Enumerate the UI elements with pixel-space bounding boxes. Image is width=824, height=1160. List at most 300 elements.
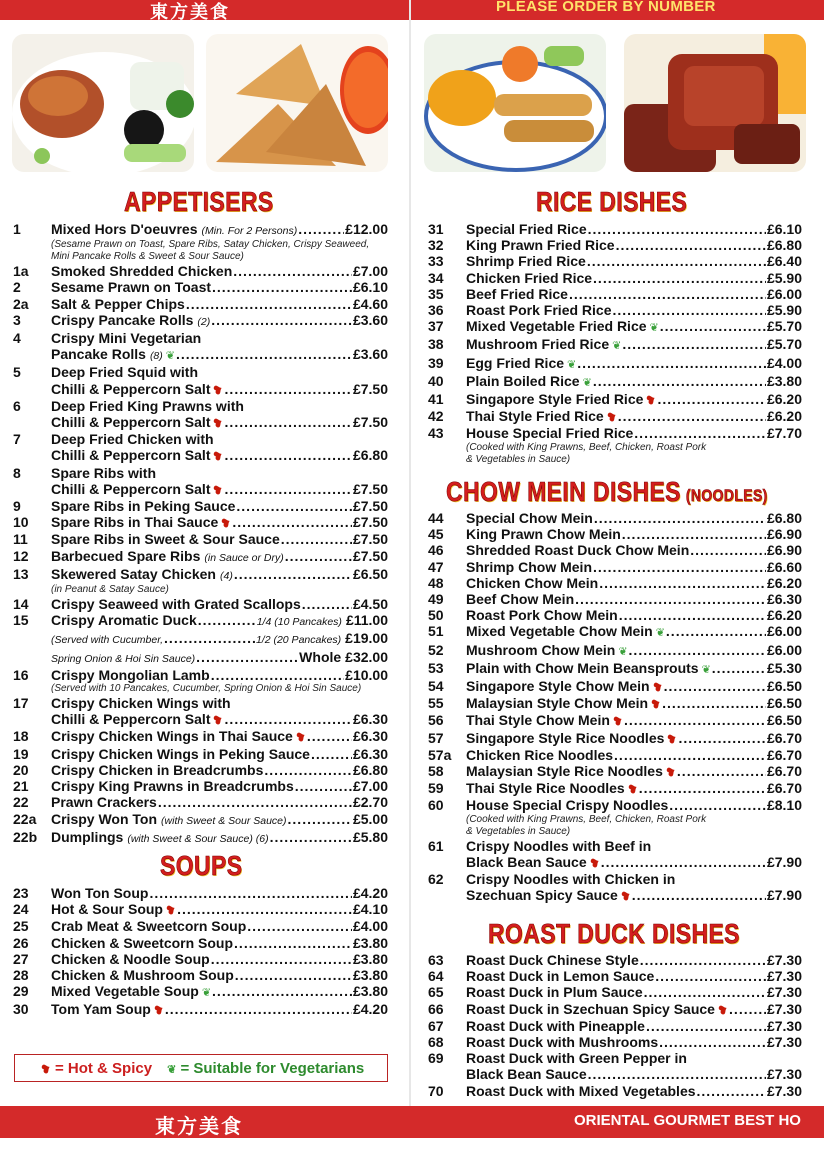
item-line	[466, 391, 802, 408]
item-body	[466, 968, 802, 984]
item-line	[466, 542, 802, 558]
item-price: £7.30	[766, 968, 802, 985]
item-line	[51, 983, 388, 1001]
item-number: 48	[428, 574, 444, 591]
item-number: 43	[428, 425, 444, 442]
item-price: £7.30	[766, 1034, 802, 1051]
item-detail: (Min. For 2 Persons)	[201, 225, 298, 237]
dot-leader	[593, 270, 766, 286]
item-number: 61	[428, 837, 444, 854]
item-body	[51, 794, 388, 810]
item-number: 27	[13, 950, 29, 967]
chili-icon: ❥	[663, 763, 679, 781]
item-line	[51, 330, 388, 346]
dot-leader	[225, 447, 352, 463]
item-price: £4.20	[352, 1001, 388, 1018]
item-line	[51, 794, 388, 810]
item-number: 7	[13, 431, 21, 448]
item-number: 46	[428, 542, 444, 559]
item-line	[466, 968, 802, 984]
item-name: Won Ton Soup	[51, 885, 149, 901]
item-line	[51, 711, 388, 728]
menu-item	[13, 1001, 388, 1018]
dot-leader	[588, 1066, 766, 1082]
spare-ribs-photo	[624, 34, 806, 172]
chili-icon: ❥	[210, 711, 226, 729]
item-name: Plain with Chow Mein Beansprouts	[466, 659, 699, 676]
dot-leader	[158, 794, 352, 810]
chow-mein-title: CHOW MEIN DISHES	[446, 476, 681, 507]
item-price: £3.60	[352, 346, 388, 363]
chow-mein-subtitle: (NOODLES)	[685, 486, 768, 505]
menu-item	[13, 935, 388, 951]
item-note: & Vegetables in Sauce)	[466, 453, 571, 465]
item-name: Hot & Sour Soup	[51, 901, 163, 918]
dot-leader	[165, 1001, 352, 1017]
item-line	[51, 612, 388, 630]
dot-leader	[225, 381, 352, 397]
chili-icon: ❥	[218, 514, 234, 532]
dot-leader	[664, 678, 766, 694]
item-number: 30	[13, 1001, 29, 1018]
menu-item	[428, 355, 802, 373]
item-body	[466, 336, 802, 354]
dot-leader	[311, 746, 352, 762]
item-name: Black Bean Sauce	[466, 1066, 587, 1083]
item-name: Chilli & Peppercorn Salt	[51, 380, 211, 397]
menu-item	[428, 1034, 802, 1050]
menu-item	[428, 373, 802, 391]
item-number: 6	[13, 397, 21, 414]
item-line	[466, 575, 802, 591]
item-body	[466, 730, 802, 747]
sesame-prawn-toast-photo	[206, 34, 388, 172]
item-line	[51, 566, 388, 584]
item-number: 50	[428, 607, 444, 624]
menu-item	[13, 498, 388, 514]
item-number: 37	[428, 318, 444, 335]
dot-leader	[613, 302, 766, 318]
item-number: 10	[13, 514, 29, 531]
chili-icon: ❥	[587, 854, 603, 872]
item-name: Chicken Chow Mein	[466, 574, 599, 591]
item-price: £7.30	[766, 952, 802, 968]
dot-leader	[678, 730, 766, 746]
menu-item	[13, 901, 388, 918]
item-line	[466, 763, 802, 780]
dot-leader	[632, 887, 766, 903]
item-detail: (4)	[219, 569, 233, 582]
item-number: 40	[428, 372, 444, 389]
item-price: £3.80	[766, 372, 802, 389]
menu-item	[13, 596, 388, 612]
item-body	[466, 1018, 802, 1034]
item-number: 60	[428, 797, 444, 814]
menu-item	[13, 263, 388, 279]
dot-leader	[614, 747, 766, 763]
leaf-icon: ❦	[612, 340, 622, 353]
menu-item	[428, 559, 802, 575]
menu-item	[13, 794, 388, 810]
item-body	[51, 885, 388, 901]
menu-item	[13, 967, 388, 983]
item-price: £10.00	[345, 666, 388, 683]
item-number: 35	[428, 285, 444, 302]
item-line	[466, 302, 802, 318]
item-name: Singapore Style Chow Mein	[466, 678, 650, 695]
dot-leader	[288, 811, 352, 827]
dot-leader	[712, 660, 766, 676]
item-number: 33	[428, 253, 444, 270]
item-body	[466, 642, 802, 660]
item-number: 22a	[13, 810, 37, 827]
leaf-icon: ❦	[582, 376, 592, 389]
item-name: Roast Duck Chinese Style	[466, 952, 639, 968]
item-number: 42	[428, 408, 444, 425]
item-number: 55	[428, 695, 444, 712]
dot-leader	[587, 253, 766, 269]
item-number: 38	[428, 336, 444, 353]
item-body	[51, 983, 388, 1001]
item-body	[466, 623, 802, 641]
item-price: £3.80	[352, 967, 388, 984]
leaf-icon: ❦	[649, 322, 659, 335]
item-line	[466, 1034, 802, 1050]
menu-item	[13, 918, 388, 934]
item-number: 65	[428, 984, 444, 1001]
dot-leader	[225, 414, 352, 430]
item-line	[466, 887, 802, 904]
item-name: Egg Fried Rice	[466, 354, 565, 371]
item-number: 70	[428, 1082, 444, 1099]
item-body	[466, 678, 802, 695]
item-number: 3	[13, 311, 21, 328]
item-name: Chilli & Peppercorn Salt	[51, 447, 211, 464]
item-price: £6.80	[766, 510, 802, 526]
item-price: £7.90	[766, 853, 802, 870]
item-name: Crispy Noodles with Chicken in	[466, 871, 676, 888]
item-line	[51, 1001, 388, 1018]
item-number: 58	[428, 763, 444, 780]
item-number: 36	[428, 302, 444, 319]
item-number: 28	[13, 967, 29, 984]
item-name: King Prawn Chow Mein	[466, 526, 621, 543]
item-price: £7.30	[766, 1082, 802, 1099]
item-name: Deep Fried Squid with	[51, 364, 199, 381]
item-price: £7.30	[766, 984, 802, 1001]
chili-icon: ❥	[210, 447, 226, 465]
menu-item	[13, 364, 388, 397]
item-number: 53	[428, 659, 444, 676]
item-body	[51, 221, 388, 263]
rice-dishes-list	[428, 221, 802, 466]
item-name: Roast Duck in Plum Sauce	[466, 984, 643, 1001]
item-name: Barbecued Spare Ribs	[51, 547, 201, 564]
item-body	[51, 967, 388, 983]
item-detail: Spring Onion & Hoi Sin Sauce)	[51, 652, 196, 665]
legend-hot-text: = Hot & Spicy	[54, 1059, 153, 1077]
item-note: & Vegetables in Sauce)	[466, 825, 571, 837]
item-name: Roast Duck with Mushrooms	[466, 1034, 659, 1051]
dot-leader	[662, 695, 766, 711]
dot-leader	[234, 935, 352, 951]
item-line	[466, 1018, 802, 1034]
item-detail: (8)	[149, 350, 163, 363]
item-name: Beef Chow Mein	[466, 591, 575, 608]
item-price: £5.70	[766, 318, 802, 335]
item-name: Singapore Style Fried Rice	[466, 391, 644, 408]
item-line	[51, 221, 388, 239]
item-number: 68	[428, 1034, 444, 1051]
menu-item	[428, 391, 802, 408]
item-body	[466, 425, 802, 465]
item-name: Special Chow Mein	[466, 510, 593, 526]
chili-icon: ❥	[643, 391, 659, 409]
item-body	[51, 829, 388, 847]
leaf-icon: ❦	[567, 358, 577, 371]
item-line	[51, 346, 388, 364]
top-banner	[0, 0, 824, 23]
item-price: £7.50	[352, 414, 388, 431]
item-number: 13	[13, 565, 29, 582]
item-number: 44	[428, 510, 444, 526]
item-body	[51, 667, 388, 695]
item-line	[51, 465, 388, 481]
dot-leader	[569, 286, 766, 302]
item-price: £6.10	[766, 221, 802, 237]
item-number: 67	[428, 1017, 444, 1034]
item-name: Crispy Seaweed with Grated Scallops	[51, 596, 301, 613]
item-price: £6.90	[766, 526, 802, 543]
item-name: Mixed Vegetable Fried Rice	[466, 318, 647, 335]
dot-leader	[697, 1083, 766, 1099]
menu-item	[13, 296, 388, 312]
item-line	[51, 630, 388, 648]
item-price: £6.20	[766, 408, 802, 425]
item-body	[51, 364, 388, 397]
item-number: 25	[13, 918, 29, 935]
dot-leader	[599, 575, 766, 591]
item-number: 63	[428, 952, 444, 968]
dot-leader	[669, 797, 766, 813]
item-number: 11	[13, 531, 28, 548]
menu-item	[428, 591, 802, 607]
dot-leader	[575, 591, 766, 607]
item-line	[51, 746, 388, 762]
item-line	[51, 918, 388, 934]
dot-leader	[640, 952, 766, 968]
item-number: 17	[13, 695, 29, 712]
item-number: 1a	[13, 263, 29, 280]
bottom-banner	[0, 1106, 824, 1160]
dot-leader	[729, 1001, 766, 1017]
item-line	[51, 312, 388, 330]
item-name: Roast Duck in Szechuan Spicy Sauce	[466, 1000, 715, 1017]
dot-leader	[285, 548, 352, 564]
item-price: £4.00	[766, 354, 802, 371]
item-price: £7.00	[352, 263, 388, 280]
item-line	[466, 408, 802, 425]
item-price: £3.80	[352, 950, 388, 967]
item-price: £6.70	[766, 746, 802, 763]
leaf-icon: ❦	[618, 645, 628, 658]
menu-item	[13, 431, 388, 464]
item-line	[466, 270, 802, 286]
item-line	[466, 747, 802, 763]
dot-leader	[588, 221, 766, 237]
item-line	[466, 642, 802, 660]
menu-item	[428, 1050, 802, 1082]
item-name: Crispy Chicken Wings in Thai Sauce	[51, 728, 293, 745]
legend-veg-text: = Suitable for Vegetarians	[180, 1059, 365, 1077]
item-line	[51, 762, 388, 778]
dot-leader	[225, 711, 352, 727]
item-line	[51, 447, 388, 464]
item-line	[51, 778, 388, 794]
item-number: 45	[428, 526, 444, 543]
item-body	[51, 398, 388, 431]
menu-item	[428, 642, 802, 660]
menu-item	[13, 330, 388, 364]
chow-mein-heading	[446, 476, 768, 508]
appetisers-heading: APPETISERS	[124, 186, 274, 217]
item-line	[466, 318, 802, 336]
item-number: 24	[13, 901, 29, 918]
item-line	[466, 797, 802, 813]
menu-item	[428, 730, 802, 747]
menu-item	[13, 667, 388, 695]
item-body	[466, 510, 802, 526]
dot-leader	[212, 983, 352, 999]
item-price: £6.80	[352, 761, 388, 778]
dot-leader	[666, 623, 766, 639]
menu-item	[428, 253, 802, 269]
item-line	[466, 253, 802, 269]
item-price: £6.50	[352, 565, 388, 582]
item-name: Crispy Chicken Wings in Peking Sauce	[51, 745, 310, 762]
item-line	[466, 591, 802, 607]
item-number: 57	[428, 729, 444, 746]
menu-item	[428, 510, 802, 526]
leaf-icon: ❦	[201, 987, 212, 1000]
item-price: £6.30	[352, 728, 388, 745]
item-body	[466, 559, 802, 575]
item-number: 2	[13, 279, 21, 296]
item-line	[51, 431, 388, 447]
item-price: £7.90	[766, 887, 802, 904]
item-name: Deep Fried King Prawns with	[51, 397, 244, 414]
dot-leader	[211, 667, 344, 683]
item-note: (Served with 10 Pancakes, Cucumber, Spring Onion & Hoi Sin Sauce)	[51, 683, 362, 695]
item-name: Prawn Crackers	[51, 794, 157, 811]
item-price: £6.00	[766, 641, 802, 658]
item-name: Roast Duck with Pineapple	[466, 1017, 645, 1034]
item-name: Black Bean Sauce	[466, 853, 587, 870]
dot-leader	[594, 510, 766, 526]
item-line	[466, 355, 802, 373]
dot-leader	[164, 630, 255, 646]
item-name: Mushroom Fried Rice	[466, 336, 610, 353]
item-number: 5	[13, 364, 21, 381]
item-number: 21	[13, 778, 29, 795]
footer-logo-text: 東方美食	[155, 1114, 243, 1138]
item-name: Chicken & Noodle Soup	[51, 950, 210, 967]
item-price: £6.00	[766, 285, 802, 302]
menu-item	[13, 279, 388, 295]
item-body	[51, 498, 388, 514]
item-line	[51, 398, 388, 414]
item-price: £7.50	[352, 514, 388, 531]
item-line	[51, 414, 388, 431]
item-name: Spare Ribs in Sweet & Sour Sauce	[51, 531, 280, 548]
menu-item	[428, 984, 802, 1000]
item-price: £6.70	[766, 780, 802, 797]
item-price: £4.10	[352, 901, 388, 918]
item-price: £3.80	[352, 983, 388, 1000]
item-price: £7.70	[766, 425, 802, 442]
item-body	[51, 596, 388, 612]
menu-item	[13, 465, 388, 498]
chili-icon: ❥	[650, 678, 666, 696]
item-line	[51, 481, 388, 498]
item-body	[51, 431, 388, 464]
item-body	[466, 1050, 802, 1082]
item-number: 52	[428, 641, 444, 658]
dot-leader	[659, 1034, 766, 1050]
item-body	[466, 253, 802, 269]
item-name: Deep Fried Chicken with	[51, 431, 214, 448]
dot-leader	[186, 296, 352, 312]
satay-chicken-photo	[424, 34, 606, 172]
item-price: £5.70	[766, 336, 802, 353]
chili-icon: ❥	[210, 414, 226, 432]
item-body	[51, 548, 388, 566]
item-number: 66	[428, 1000, 444, 1017]
menu-item	[428, 542, 802, 558]
item-line	[466, 1083, 802, 1099]
menu-item	[13, 398, 388, 431]
item-price: £7.50	[352, 480, 388, 497]
item-line	[51, 901, 388, 918]
item-name: Szechuan Spicy Sauce	[466, 887, 618, 904]
dot-leader	[307, 728, 352, 744]
item-detail: (Served with Cucumber,	[51, 634, 164, 647]
item-price: £5.80	[352, 828, 388, 845]
item-price: £5.90	[766, 269, 802, 286]
item-number: 1	[13, 221, 21, 237]
menu-item	[13, 221, 388, 263]
item-name: Crispy Aromatic Duck	[51, 612, 197, 629]
roast-duck-heading: ROAST DUCK DISHES	[488, 918, 740, 949]
chili-icon: ❥	[648, 695, 664, 713]
item-body	[51, 901, 388, 918]
menu-item	[13, 531, 388, 547]
item-name: Tom Yam Soup	[51, 1001, 151, 1018]
item-price: £6.30	[766, 591, 802, 608]
item-note: (in Peanut & Satay Sauce)	[51, 584, 169, 596]
dot-leader	[660, 318, 766, 334]
item-number: 9	[13, 498, 21, 515]
item-price: £6.50	[766, 695, 802, 712]
dot-leader	[601, 854, 766, 870]
item-line	[466, 623, 802, 641]
item-price: £6.10	[352, 279, 388, 296]
item-price: £6.30	[352, 711, 388, 728]
item-body	[466, 1001, 802, 1018]
menu-item	[428, 607, 802, 623]
item-number: 31	[428, 221, 444, 237]
menu-item	[13, 548, 388, 566]
